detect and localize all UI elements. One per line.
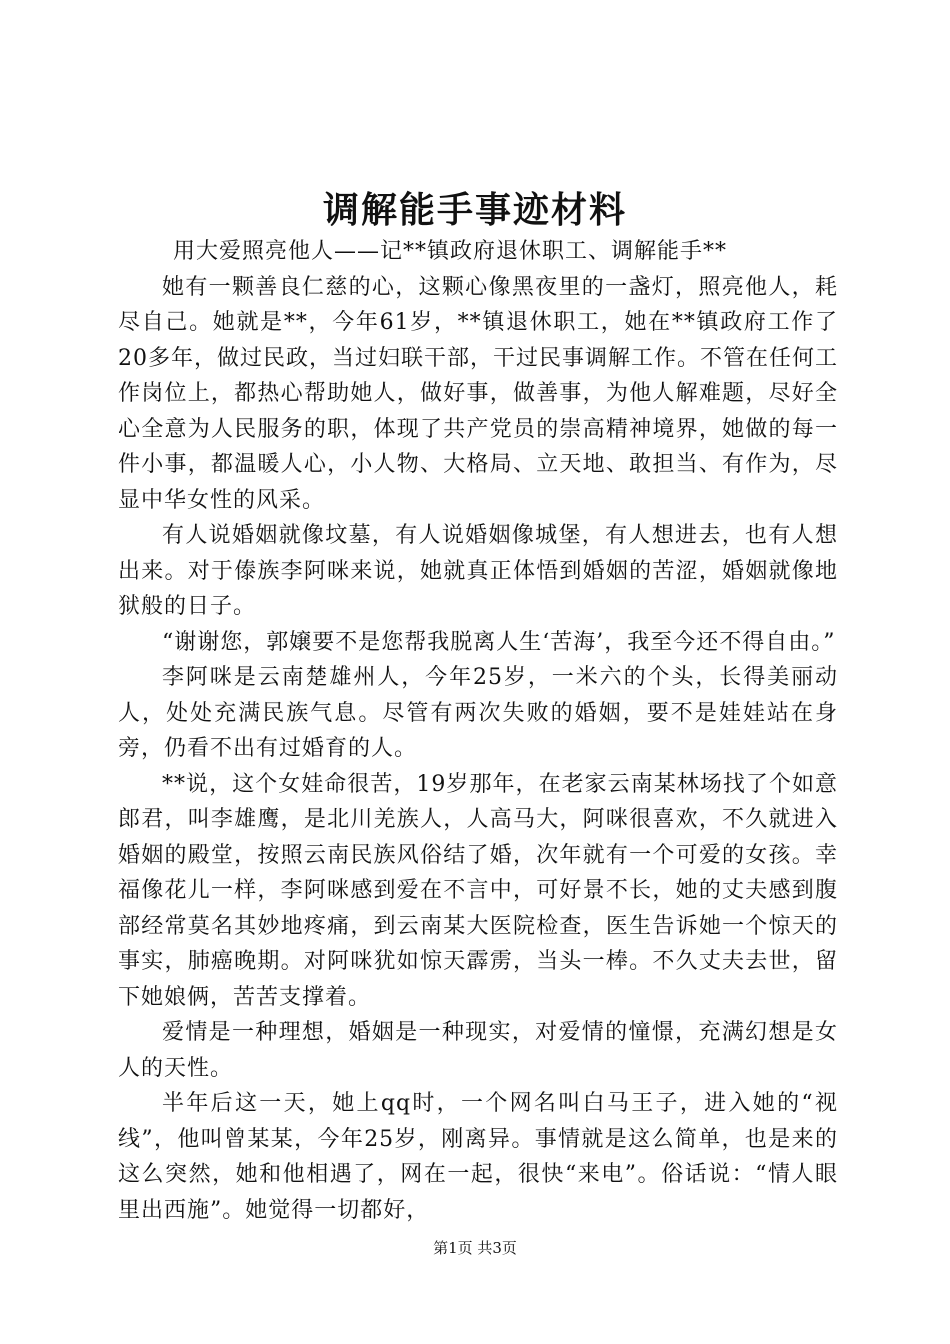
paragraph: 李阿咪是云南楚雄州人，今年25岁，一米六的个头，长得美丽动人，处处充满民族气息。尽管有两次失败的婚姻，要不是娃娃站在身旁，仍看不出有过婚育的人。 (118, 665, 838, 761)
paragraph: “谢谢您，郭嬢要不是您帮我脱离人生‘苦海’，我至今还不得自由。” (162, 629, 836, 655)
paragraph: 半年后这一天，她上qq时，一个网名叫白马王子，进入她的“视线”，他叫曾某某，今年25岁，刚离异。事情就是这么简单，也是来的这么突然，她和他相遇了，网在一起，很快“来电”。俗话说：“情人眼里出西施”。她觉得一切都好， (118, 1091, 838, 1223)
page-footer: 第1页 共3页 (433, 1239, 517, 1257)
paragraph: 爱情是一种理想，婚姻是一种现实，对爱情的憧憬，充满幻想是女人的天性。 (118, 1020, 838, 1081)
document-subtitle: 用大爱照亮他人——记**镇政府退休职工、调解能手** (173, 239, 728, 264)
document-title: 调解能手事迹材料 (322, 189, 627, 231)
paragraph: 她有一颗善良仁慈的心，这颗心像黑夜里的一盏灯，照亮他人，耗尽自己。她就是**，今年61岁，**镇退休职工，她在**镇政府工作了20多年，做过民政，当过妇联干部，干过民事调解工作。不管在任何工作岗位上，都热心帮助她人，做好事，做善事，为他人解难题，尽好全心全意为人民服务的职，体现了共产党员的崇高精神境界，她做的每一件小事，都温暖人心，小人物、大格局、立天地、敢担当、有作为，尽显中华女性的风采。 (118, 274, 838, 513)
paragraph: 有人说婚姻就像坟墓，有人说婚姻像城堡，有人想进去，也有人想出来。对于傣族李阿咪来说，她就真正体悟到婚姻的苦涩，婚姻就像地狱般的日子。 (118, 523, 838, 619)
paragraph: **说，这个女娃命很苦，19岁那年，在老家云南某林场找了个如意郎君，叫李雄鹰，是北川羌族人，人高马大，阿咪很喜欢，不久就进入婚姻的殿堂，按照云南民族风俗结了婚，次年就有一个可爱的女孩。幸福像花儿一样，李阿咪感到爱在不言中，可好景不长，她的丈夫感到腹部经常莫名其妙地疼痛，到云南某大医院检查，医生告诉她一个惊天的事实，肺癌晚期。对阿咪犹如惊天霹雳，当头一棒。不久丈夫去世，留下她娘俩，苦苦支撑着。 (118, 771, 838, 1010)
document-body (118, 234, 838, 1228)
